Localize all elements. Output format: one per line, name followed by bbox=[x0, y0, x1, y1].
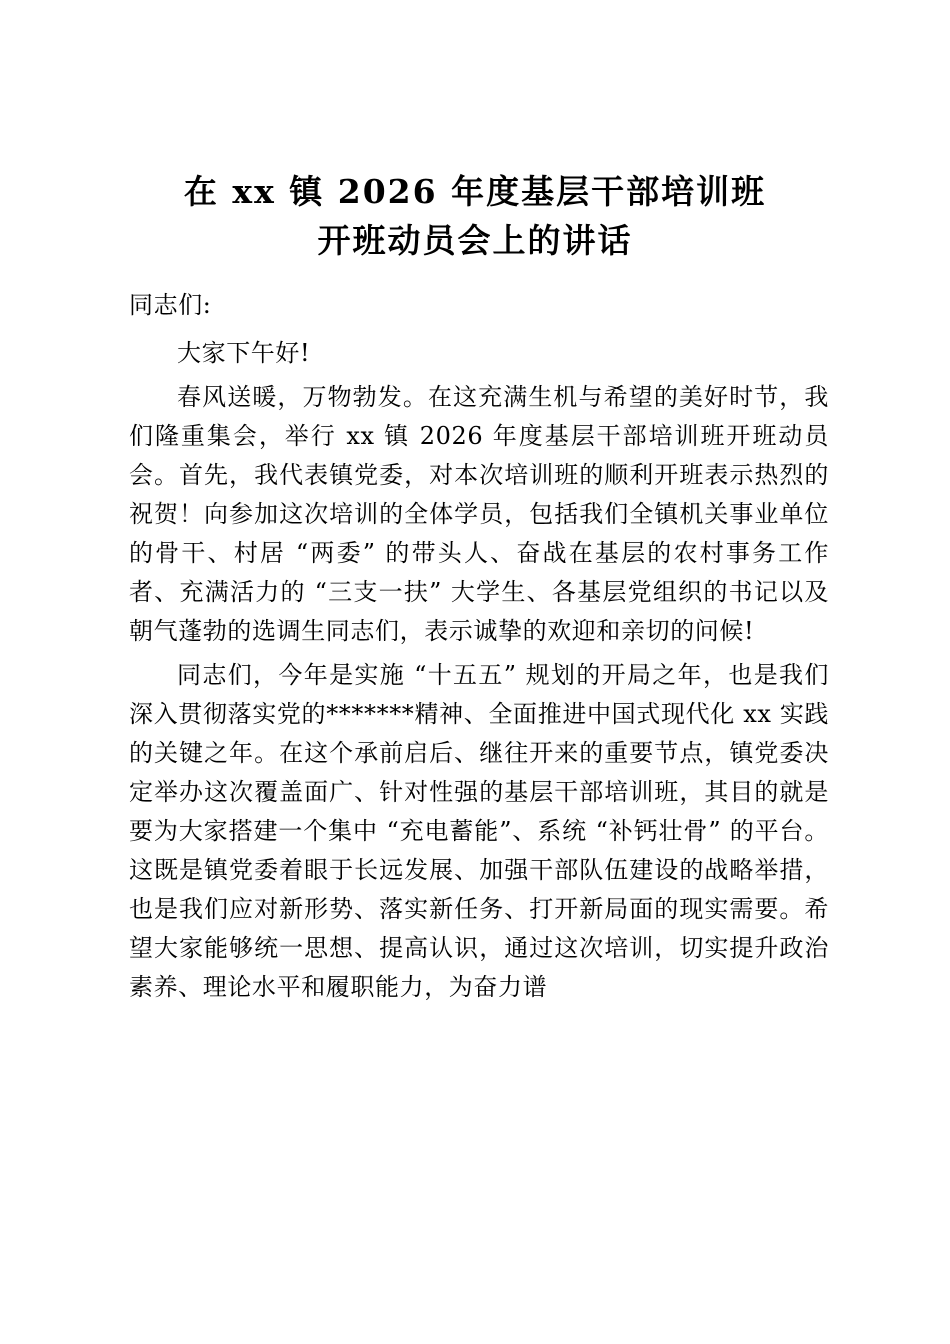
paragraph-opening: 春风送暖，万物勃发。在这充满生机与希望的美好时节，我们隆重集会，举行 xx 镇 2026 年度基层干部培训班开班动员会。首先，我代表镇党委，对本次培训班的顺利开班表示热烈的祝贺！向参加这次培训的全体学员，包括我们全镇机关事业单位的骨干、村居 “两委” 的带头人、奋战在基层的农村事务工作者、充满活力的 “三支一扶” 大学生、各基层党组织的书记以及朝气蓬勃的选调生同志们，表示诚挚的欢迎和亲切的问候! bbox=[129, 383, 829, 645]
paragraph-significance: 同志们，今年是实施 “十五五” 规划的开局之年，也是我们深入贯彻落实党的*******精神、全面推进中国式现代化 xx 实践的关键之年。在这个承前启后、继往开来的重要节点，镇党委决定举办这次覆盖面广、针对性强的基层干部培训班，其目的就是要为大家搭建一个集中 “充电蓄能”、系统 “补钙壮骨” 的平台。这既是镇党委着眼于长远发展、加强干部队伍建设的战略举措，也是我们应对新形势、落实新任务、打开新局面的现实需要。希望大家能够统一思想、提高认识，通过这次培训，切实提升政治素养、理论水平和履职能力，为奋力谱 bbox=[129, 661, 829, 1001]
paragraph-greeting: 大家下午好! bbox=[177, 339, 311, 367]
document-title-line-1: 在 xx 镇 2026 年度基层干部培训班 bbox=[183, 172, 767, 211]
document-title-line-2: 开班动员会上的讲话 bbox=[317, 221, 633, 260]
salutation: 同志们: bbox=[129, 291, 212, 319]
document-body bbox=[129, 286, 829, 1012]
